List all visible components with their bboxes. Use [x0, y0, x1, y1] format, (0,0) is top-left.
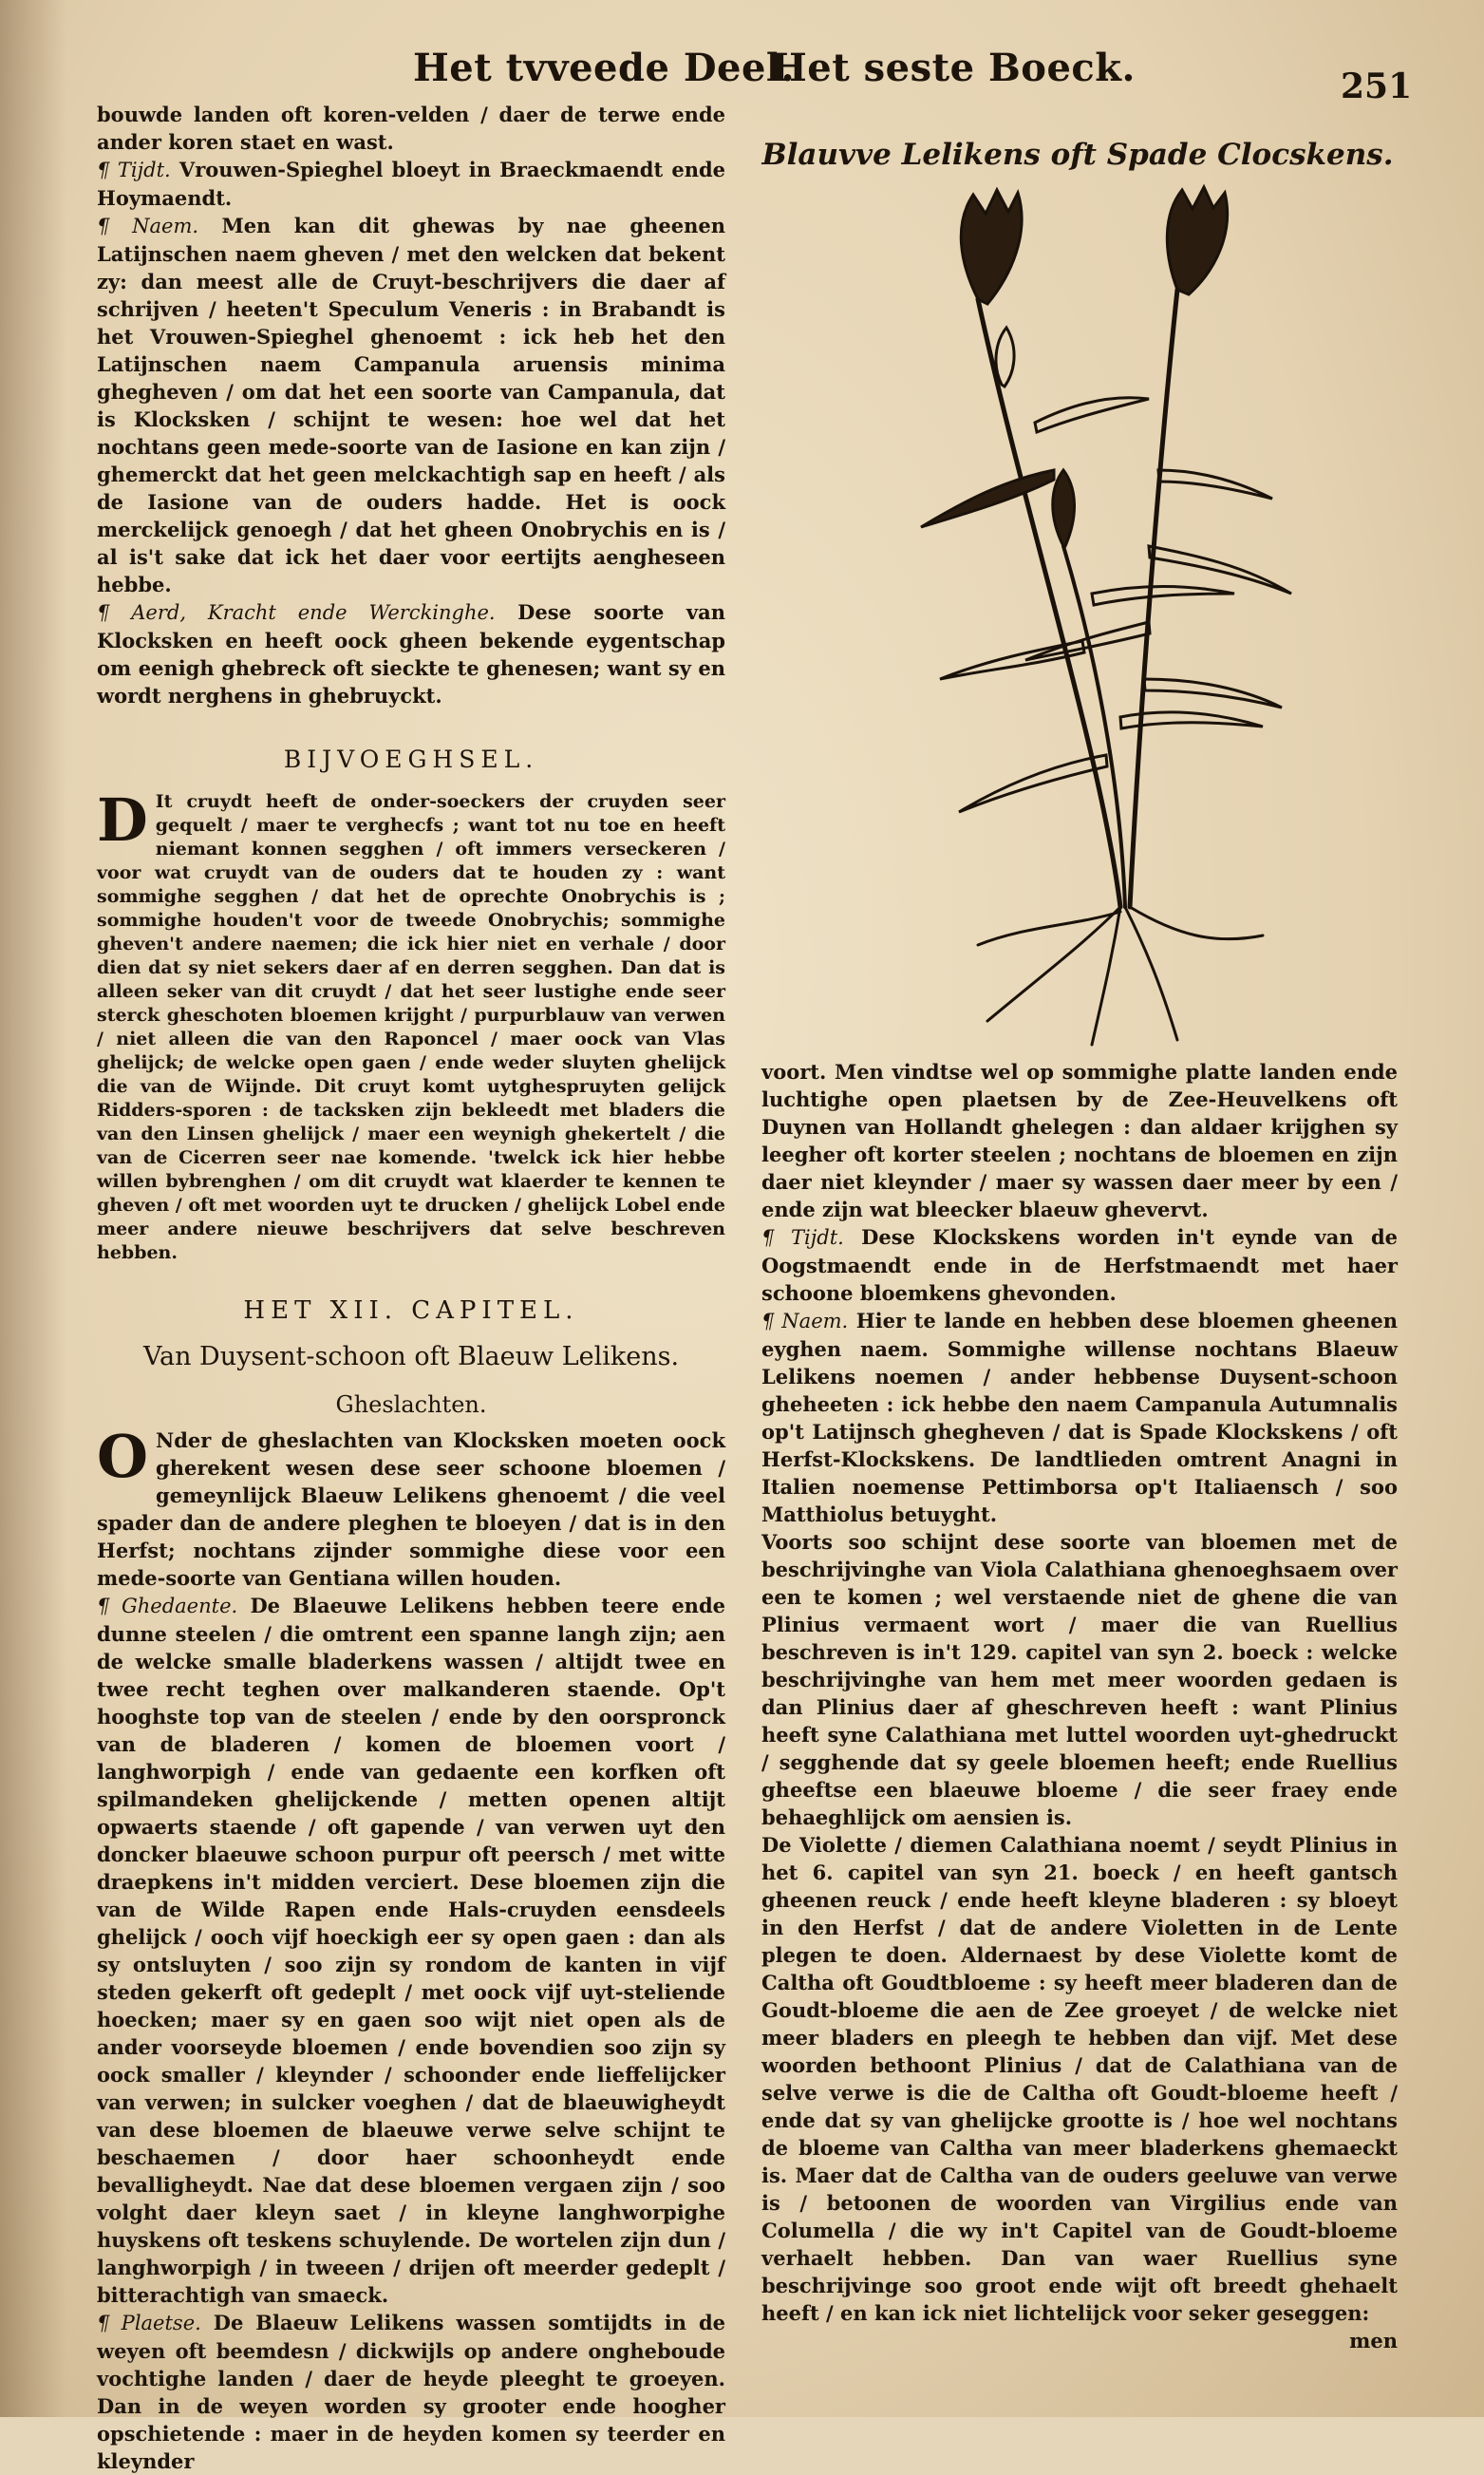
- right-column: [761, 1058, 1398, 2354]
- woodcut-plant-illustration: [836, 185, 1386, 1049]
- left-paragraph-4: [97, 598, 725, 709]
- paragraph-text: Hier te lande en hebben dese bloemen gheenen eyghen naem. Sommighe willense nochtans Blaeuw Lelikens noemen / ander hebbense Duysent-schoon gheheeten : ick hebbe den naem Campanula Autumnalis op't Latijnsch ghegheven / dat is Spade Klockskens / oft Herfst-Klockskens. De landtlieden omtrent Anagni in Italien noemense Pettimborsa op't Italiaensch / soo Matthiolus betuyght.: [761, 1309, 1398, 1526]
- paragraph-text: Men kan dit ghewas by nae gheenen Latijnschen naem gheven / met den welcken dat bekent zy: dan meest alle de Cruyt-beschrijvers die daer af schrijven / heeten't Speculum Veneris : in Brabandt is het Vrouwen-Spieghel ghenoemt : ick heb het den Latijnschen naem Campanula aruensis minima ghegheven / om dat het een soorte van Campanula, dat is Klocksken / schijnt te wesen: hoe wel dat het nochtans geen mede-soorte van de Iasione en kan zijn / ghemerckt dat het geen melckachtigh sap en heeft / als de Iasione van de ouders hadde. Het is oock merckelijck genoegh / dat het gheen Onobrychis en is / al is't sake dat ick het daer voor eertijts aengheseen hebbe.: [97, 214, 725, 596]
- left-column: [97, 101, 725, 2475]
- marginal-naem: ¶ Naem.: [97, 215, 199, 237]
- catchword: men: [1349, 2329, 1398, 2352]
- marginal-aerd: ¶ Aerd, Kracht ende Werckinghe.: [97, 601, 496, 624]
- page-edge-shadow: [0, 0, 66, 2417]
- flower: [961, 190, 1022, 304]
- left-paragraph-7: [97, 2309, 725, 2475]
- sub-heading-gheslachten: Gheslachten.: [335, 1391, 487, 1418]
- leaf: [921, 470, 1054, 527]
- left-paragraph-2: [97, 156, 725, 212]
- root: [1092, 907, 1120, 1045]
- leaf: [959, 755, 1107, 812]
- right-running-head: Het seste Boeck.: [771, 46, 1136, 90]
- marginal-ghedaente: ¶ Ghedaente.: [97, 1595, 238, 1617]
- paragraph-text: Dese Klockskens worden in't eynde van de Oogstmaendt ende in de Herfstmaendt met haer schoone bloemkens ghevonden.: [761, 1225, 1398, 1305]
- flower: [1167, 187, 1227, 294]
- paragraph-text: De Blaeuw Lelikens wassen somtijdts in de weyen oft beemdesn / dickwijls op andere ongheboude vochtighe landen / daer de heyde pleeght te groeyen. Dan in de weyen worden sy grooter ende hoogher opschietende : maer in de heyden komen sy teerder en kleynder: [97, 2311, 726, 2473]
- figure-caption: Blauvve Lelikens oft Spade Clocskens.: [761, 138, 1394, 172]
- right-paragraph-1: voort. Men vindtse wel op sommighe platte landen ende luchtighe open plaetsen by de Zee-Heuvelkens oft Duynen van Hollandt ghelegen : dan aldaer krijghen sy leegher oft korter steelen ; nochtans de bloemen en zijn daer niet kleynder / maer sy wassen daer meer by een / ende zijn wat bleecker blaeuw ghevervt.: [761, 1060, 1398, 1221]
- leaf: [1035, 398, 1149, 432]
- drop-cap-d: D: [97, 785, 148, 855]
- paragraph-text: It cruydt heeft de onder-soeckers der cruyden seer gequelt / maer te verghecfs ; want tot nu toe en heeft niemant konnen segghen / oft immers verseckeren / voor wat cruydt van de ouders dat te houden zy : want sommighe segghen / dat het de oprechte Onobrychis is ; sommighe houden't voor de tweede Onobrychis; sommighe gheven't andere naemen; die ick hier niet en verhale / door dien dat sy niet sekers daer af en derren segghen. Dan dat is alleen seker van dit cruydt / dat het seer lustighe ende seer sterck gheschoten bloemen krijght / purpurblauw van verwen / niet alleen die van den Raponcel / maer oock van Vlas ghelijck; de welcke open gaen / ende weder sluyten ghelijck die van de Wijnde. Dit cruyt komt uytghespruyten gelijck Ridders-sporen : de tacksken zijn bekleedt met bladers die van den Linsen ghelijck / maer een weynigh ghekertelt / die van de Cicerren seer nae komende. 'twelck ick hier hebbe willen bybrenghen / om dit cruydt wat klaerder te kennen te gheven / oft met woorden uyt te drucken / ghelijck Lobel ende meer andere nieuwe beschrijvers dat selve beschreven hebben.: [97, 791, 725, 1263]
- left-paragraph-1: bouwde landen oft koren-velden / daer de terwe ende ander koren staet en wast.: [97, 103, 725, 154]
- right-paragraph-5: De Violette / diemen Calathiana noemt / seydt Plinius in het 6. capitel van syn 21. boeck / en heeft gantsch gheenen reuck / ende heeft kleyne bladeren : sy bloeyt in den Herfst / dat de andere Violetten in de Lente plegen te doen. Aldernaest by dese Violette komt de Caltha oft Goudtbloeme : sy heeft meer bladeren dan de Goudt-bloeme die aen de Zee groeyet / de welcke niet meer bladers en pleegh te hebben dan vijf. Met dese woorden bethoont Plinius / dat de Calathiana van de selve verwe is die de Caltha oft Goudt-bloeme heeft / ende dat sy van ghelijcke grootte is / hoe wel nochtans de bloeme van Caltha van meer bladerkens ghemaeckt is. Maer dat de Caltha van de ouders geeluwe van verwe is / betoonen de woorden van Virgilius ende van Columella / die wy in't Capitel van de Goudt-bloeme verhaelt hebben. Dan van waer Ruellius syne beschrijvinge soo groot ende wijt oft breedt ghehaelt heeft / en kan ick niet lichtelijck voor seker geseggen:: [761, 1833, 1398, 2325]
- flower-bud: [996, 328, 1014, 387]
- drop-cap-o: O: [97, 1422, 149, 1491]
- marginal-plaetse: ¶ Plaetse.: [97, 2312, 201, 2334]
- paragraph-text: Nder de gheslachten van Klocksken moeten oock gherekent wesen dese seer schoone bloemen / gemeynlijck Blaeuw Lelikens ghenoemt / die veel spader dan de andere pleghen te bloeyen / dat is in den Herfst; nochtans zijnder sommighe diese voor een mede-soorte van Gentiana willen houden.: [97, 1428, 725, 1590]
- left-paragraph-6: [97, 1592, 725, 2309]
- page-number: 251: [1341, 66, 1413, 106]
- root: [1130, 907, 1263, 939]
- bijvoeghsel-paragraph: [97, 785, 725, 1265]
- marginal-naem: ¶ Naem.: [761, 1310, 849, 1332]
- leaf: [1144, 679, 1282, 708]
- right-paragraph-4: Voorts soo schijnt dese soorte van bloemen met de beschrijvinghe van Viola Calathiana ghenoeghsaem over een te komen ; wel verstaende niet de ghene die van Plinius vermaent wort / maer die van Ruellius beschreven is in't 129. capitel van syn 2. boeck : welcke beschrijvinghe van hem met meer woorden gedaen is dan Plinius daer af gheschreven heeft : want Plinius heeft syne Calathiana met luttel woorden uyt-ghedruckt / segghende dat sy geele bloemen heeft; ende Ruellius gheeftse een blaeuwe bloeme / die seer fraey ende behaeghlijck om aensien is.: [761, 1530, 1398, 1829]
- section-title-bijvoeghsel: BIJVOEGHSEL.: [283, 746, 539, 773]
- left-running-head: Het tvveede Deel.: [413, 46, 796, 90]
- chapter-title: HET XII. CAPITEL.: [243, 1296, 579, 1325]
- left-paragraph-5: [97, 1422, 725, 1592]
- paragraph-text: Vrouwen-Spieghel bloeyt in Braeckmaendt ende Hoymaendt.: [97, 158, 726, 210]
- marginal-tijdt: ¶ Tijdt.: [97, 159, 171, 181]
- chapter-subtitle: Van Duysent-schoon oft Blaeuw Lelikens.: [142, 1342, 680, 1371]
- leaf: [1092, 587, 1234, 606]
- right-paragraph-3: [761, 1307, 1398, 1528]
- leaf: [1158, 470, 1272, 499]
- marginal-tijdt: ¶ Tijdt.: [761, 1226, 844, 1249]
- left-paragraph-3: [97, 212, 725, 598]
- flower-bud: [1053, 470, 1075, 546]
- paragraph-text: De Blaeuwe Lelikens hebben teere ende dunne steelen / die omtrent een spanne langh zijn; aen de welcke smalle bladerkens wassen / altijdt twee en twee recht teghen over malkanderen staende. Op't hooghste top van de steelen / ende by den oorspronck van de bladeren / komen de bloemen voort / langhworpigh / ende van gedaente een korfken oft spilmandeken ghelijckende / metten openen altijt opwaerts staende / oft gapende / van verwen uyt den doncker blaeuwe schoon purpur oft peersch / met witte draepkens in't midden verciert. Dese bloemen zijn die van de Wilde Rapen ende Hals-cruyden eensdeels ghelijck / ooch vijf hoeckigh eer sy open gaen : dan als sy ontsluyten / soo zijn sy rondom de kanten in vijf steden gekerft oft gedeplt / met oock vijf uyt-steliende hoecken; maer sy en gaen soo wijt niet open als de ander voorseyde bloemen / ende bovendien soo zijn sy oock smaller / kleynder / schoonder ende lieffelijcker van verwen; in sulcker voeghen / dat de blaeuwigheydt van dese bloemen de blaeuwe verwe selve schijnt te beschaemen / door haer schoonheydt ende bevalligheydt. Nae dat dese bloemen vergaen zijn / soo volght daer kleyn saet / in kleyne langhworpighe huyskens oft teskens schuylende. De wortelen zijn dun / langhworpigh / in tweeen / drijen oft meerder gedeplt / bitterachtigh van smaeck.: [97, 1594, 725, 2307]
- paragraph-text: Dese soorte van Klocksken en heeft oock gheen bekende eygentschap om eenigh ghebreck oft sieckte te ghenesen; want sy en wordt nerghens in ghebruyckt.: [97, 600, 726, 708]
- right-paragraph-2: [761, 1223, 1398, 1307]
